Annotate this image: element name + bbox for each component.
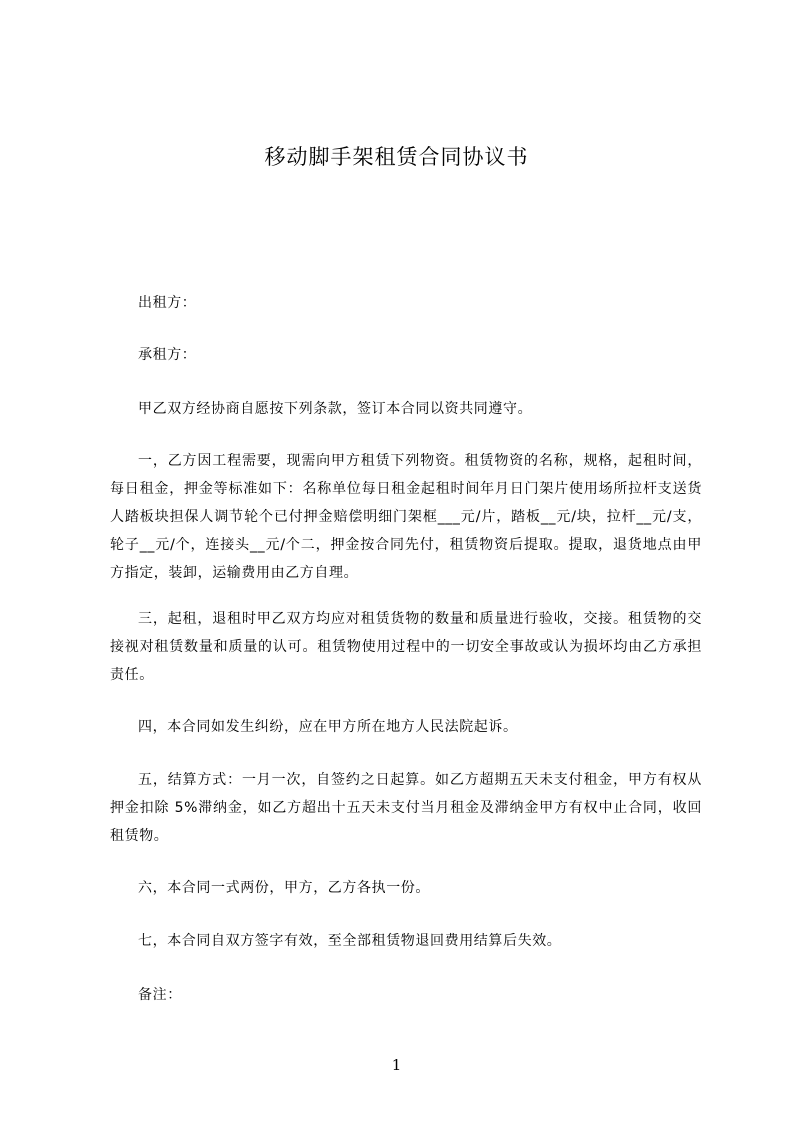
clause-four: 四，本合同如发生纠纷，应在甲方所在地方人民法院起诉。 xyxy=(138,719,518,735)
clause-one: 一，乙方因工程需要，现需向甲方租赁下列物资。租赁物资的名称，规格，起租时间，每日租金，押金等标准如下：名称单位每日租金起租时间年月日门架片使用场所拉杆支送货人踏板块担保人调节轮个已付押金赔偿明细门架框___元/片，踏板__元/块，拉杆__元/支，轮子__元/个，连接头__元/个二，押金按合同先付，租赁物资后提取。提取，退货地点由甲方指定，装卸，运输费用由乙方自理。 xyxy=(110,453,702,581)
page-number: 1 xyxy=(391,1056,402,1074)
clause-seven: 七，本合同自双方签字有效，至全部租赁物退回费用结算后失效。 xyxy=(138,933,562,949)
clause-six: 六，本合同一式两份，甲方，乙方各执一份。 xyxy=(138,880,430,896)
document-title: 移动脚手架租赁合同协议书 xyxy=(264,145,529,169)
lessee-label: 承租方： xyxy=(138,347,197,363)
lessor-label: 出租方： xyxy=(138,295,197,311)
intro-paragraph: 甲乙双方经协商自愿按下列条款，签订本合同以资共同遵守。 xyxy=(138,401,533,417)
note-label: 备注： xyxy=(138,987,182,1003)
clause-three: 三，起租，退租时甲乙双方均应对租赁货物的数量和质量进行验收，交接。租赁物的交接视对租赁数量和质量的认可。租赁物使用过程中的一切安全事故或认为损坏均由乙方承担责任。 xyxy=(110,611,702,683)
clause-five: 五，结算方式：一月一次，自签约之日起算。如乙方超期五天未支付租金，甲方有权从押金扣除 5%滞纳金，如乙方超出十五天未支付当月租金及滞纳金甲方有权中止合同，收回租赁物。 xyxy=(110,772,702,844)
